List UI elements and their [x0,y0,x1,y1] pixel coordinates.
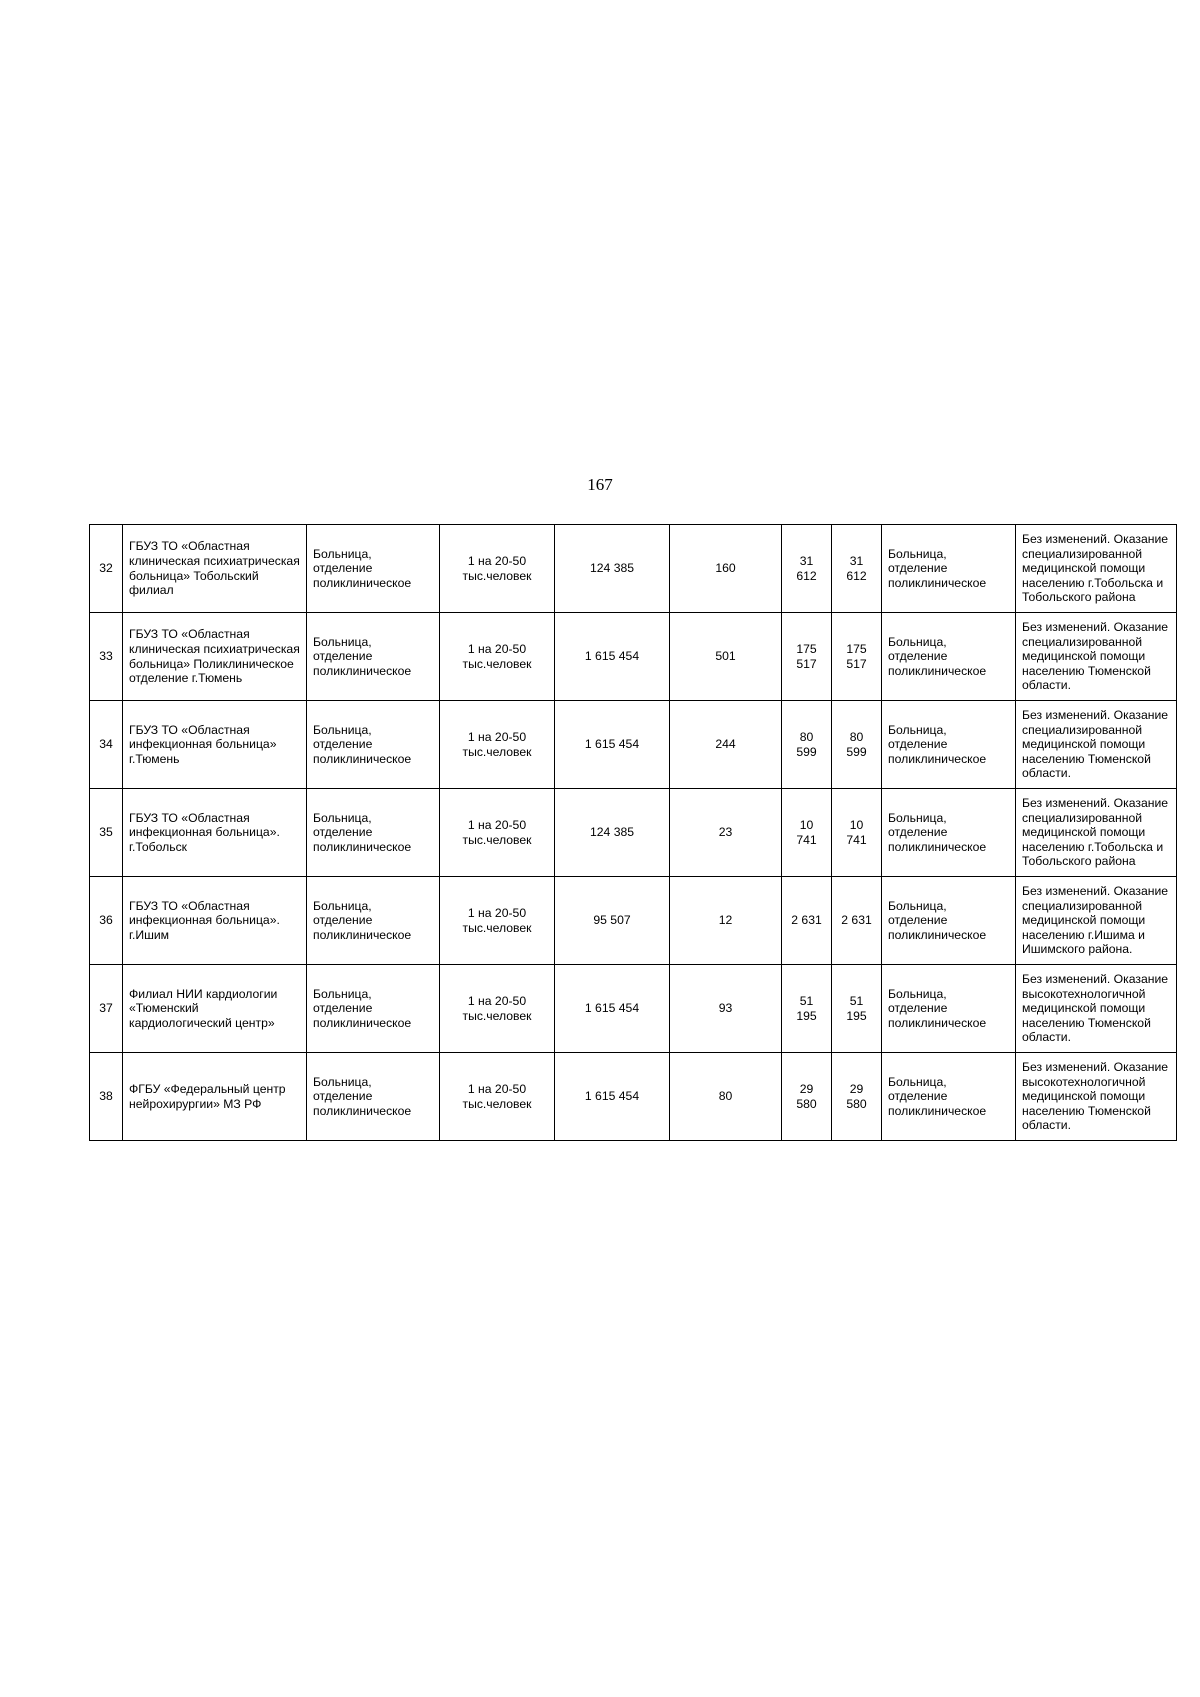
institution-name-cell: Филиал НИИ кардиологии «Тюменский кардиологический центр» [123,965,307,1053]
facility-type-cell: Больница, отделение поликлиническое [307,701,440,789]
norm-cell: 1 на 20-50 тыс.человек [440,1053,555,1141]
table-row [90,965,1177,1053]
norm-cell: 1 на 20-50 тыс.человек [440,789,555,877]
population-cell: 1 615 454 [555,1053,670,1141]
norm-cell: 1 на 20-50 тыс.человек [440,965,555,1053]
facility-type-cell: Больница, отделение поликлиническое [307,1053,440,1141]
population-cell: 124 385 [555,525,670,613]
capacity-cell: 12 [670,877,782,965]
row-number-cell: 34 [90,701,123,789]
table-row [90,613,1177,701]
facility-type-cell: Больница, отделение поликлиническое [307,613,440,701]
planned-type-cell: Больница, отделение поликлиническое [882,701,1016,789]
institution-name-cell: ГБУЗ ТО «Областная клиническая психиатрическая больница» Тобольский филиал [123,525,307,613]
capacity-cell: 244 [670,701,782,789]
value1-cell: 51 195 [782,965,832,1053]
facility-type-cell: Больница, отделение поликлиническое [307,525,440,613]
value2-cell: 80 599 [832,701,882,789]
note-cell: Без изменений. Оказание специализированной медицинской помощи населению г.Тобольска и Тобольского района [1016,789,1177,877]
population-cell: 1 615 454 [555,701,670,789]
population-cell: 1 615 454 [555,613,670,701]
value1-cell: 2 631 [782,877,832,965]
institution-name-cell: ГБУЗ ТО «Областная клиническая психиатрическая больница» Поликлиническое отделение г.Тюмень [123,613,307,701]
planned-type-cell: Больница, отделение поликлиническое [882,1053,1016,1141]
planned-type-cell: Больница, отделение поликлиническое [882,613,1016,701]
planned-type-cell: Больница, отделение поликлиническое [882,965,1016,1053]
table-row [90,525,1177,613]
capacity-cell: 23 [670,789,782,877]
norm-cell: 1 на 20-50 тыс.человек [440,613,555,701]
value2-cell: 10 741 [832,789,882,877]
norm-cell: 1 на 20-50 тыс.человек [440,525,555,613]
note-cell: Без изменений. Оказание высокотехнологичной медицинской помощи населению Тюменской области. [1016,1053,1177,1141]
value1-cell: 31 612 [782,525,832,613]
value2-cell: 31 612 [832,525,882,613]
row-number-cell: 37 [90,965,123,1053]
note-cell: Без изменений. Оказание специализированной медицинской помощи населению Тюменской области. [1016,613,1177,701]
planned-type-cell: Больница, отделение поликлиническое [882,525,1016,613]
institution-name-cell: ГБУЗ ТО «Областная инфекционная больница». г.Ишим [123,877,307,965]
institution-name-cell: ГБУЗ ТО «Областная инфекционная больница» г.Тюмень [123,701,307,789]
capacity-cell: 93 [670,965,782,1053]
value1-cell: 29 580 [782,1053,832,1141]
capacity-cell: 501 [670,613,782,701]
population-cell: 95 507 [555,877,670,965]
norm-cell: 1 на 20-50 тыс.человек [440,701,555,789]
value1-cell: 10 741 [782,789,832,877]
table-row [90,877,1177,965]
row-number-cell: 38 [90,1053,123,1141]
table-row [90,1053,1177,1141]
row-number-cell: 32 [90,525,123,613]
row-number-cell: 33 [90,613,123,701]
facilities-table [89,524,1177,1141]
value2-cell: 29 580 [832,1053,882,1141]
facility-type-cell: Больница, отделение поликлиническое [307,789,440,877]
table-body [90,525,1177,1141]
value2-cell: 175 517 [832,613,882,701]
facility-type-cell: Больница, отделение поликлиническое [307,877,440,965]
capacity-cell: 160 [670,525,782,613]
norm-cell: 1 на 20-50 тыс.человек [440,877,555,965]
institution-name-cell: ГБУЗ ТО «Областная инфекционная больница». г.Тобольск [123,789,307,877]
planned-type-cell: Больница, отделение поликлиническое [882,877,1016,965]
value1-cell: 175 517 [782,613,832,701]
note-cell: Без изменений. Оказание специализированной медицинской помощи населению Тюменской области. [1016,701,1177,789]
note-cell: Без изменений. Оказание специализированной медицинской помощи населению г.Тобольска и Тобольского района [1016,525,1177,613]
facility-type-cell: Больница, отделение поликлиническое [307,965,440,1053]
note-cell: Без изменений. Оказание высокотехнологичной медицинской помощи населению Тюменской области. [1016,965,1177,1053]
note-cell: Без изменений. Оказание специализированной медицинской помощи населению г.Ишима и Ишимского района. [1016,877,1177,965]
row-number-cell: 36 [90,877,123,965]
capacity-cell: 80 [670,1053,782,1141]
institution-name-cell: ФГБУ «Федеральный центр нейрохирургии» МЗ РФ [123,1053,307,1141]
planned-type-cell: Больница, отделение поликлиническое [882,789,1016,877]
value2-cell: 51 195 [832,965,882,1053]
value1-cell: 80 599 [782,701,832,789]
row-number-cell: 35 [90,789,123,877]
table-row [90,701,1177,789]
page-number: 167 [587,475,613,494]
population-cell: 124 385 [555,789,670,877]
table-row [90,789,1177,877]
population-cell: 1 615 454 [555,965,670,1053]
value2-cell: 2 631 [832,877,882,965]
